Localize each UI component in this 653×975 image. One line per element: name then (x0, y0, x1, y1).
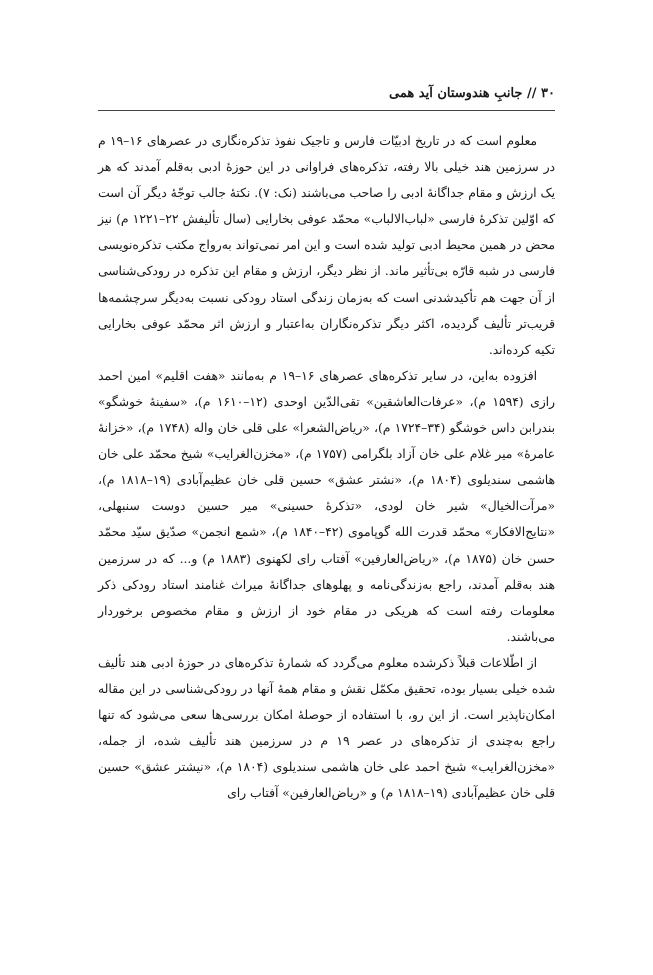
running-header: ۳۰ // جانبِ هندوستان آید همی (389, 86, 555, 101)
header-divider (98, 110, 555, 111)
paragraph: از اطّلاعات قبلاً ذکرشده معلوم می‌گردد که شمارۀ تذکره‌های در حوزۀ ادبی هند تألیف شده خیلی بسیار بوده، تحقیق مکمّل نقش و مقام همۀ آنها در رودکی‌شناسی در این مقاله امکان‌ناپذیر است. از این رو، با استفاده از حوصلۀ امکان بررسی‌ها سعی می‌شود که تنها راجع به‌چندی از تذکره‌های در عصر ۱۹ م در سرزمین هند تألیف شده، از جمله، «مخزن‌الغرایب» شیخ احمد علی خان هاشمی سندیلوی (۱۸۰۴ م)، «نیشتر عشق» حسین قلی خان عظیم‌آبادی (۱۹–۱۸۱۸ م) و «ریاض‌العارفین» آفتاب رای (98, 655, 556, 801)
body-text (98, 128, 555, 806)
paragraph: افزوده به‌این، در سایر تذکره‌های عصرهای ۱۶–۱۹ م به‌مانند «هفت اقلیم» امین احمد رازی (۱۵۹۴ م)، «عرفات‌العاشقین» تقی‌الدّین اوحدی (۱۲–۱۶۱۰ م)، «سفینۀ خوشگو» بندرابن داس خوشگو (۳۴–۱۷۲۴ م)، «ریاض‌الشعرا» علی قلی خان واله (۱۷۴۸ م)، «خزانۀ عامرۀ» میر غلام علی خان آزاد بلگرامی (۱۷۵۷ م)، «مخزن‌الغرایب» شیخ محمّد علی خان هاشمی سندیلوی (۱۸۰۴ م)، «نشتر عشق» حسین قلی خان عظیم‌آبادی (۱۹–۱۸۱۸ م)، «مرآت‌الخیال» شیر خان لودی، «تذکرۀ حسینی» میر حسین دوست سنبهلی، «نتایج‌الافکار» محمّد قدرت الله گوپاموی (۴۲–۱۸۴۰ م)، «شمع انجمن» صدّیق سیّد محمّد حسن خان (۱۸۷۵ م)، «ریاض‌العارفین» آفتاب رای لکهنوی (۱۸۸۳ م) و... که در سرزمین هند به‌قلم آمدند، راجع به‌زندگی‌نامه و پهلوهای جداگانۀ میراث غنامند استاد رودکی ذکر معلومات رفته است که هریکی در مقام خود از ارزش و مقام مخصوص برخوردار می‌باشند. (98, 368, 556, 644)
paragraph: معلوم است که در تاریخ ادبیّات فارس و تاجیک نفوذ تذکره‌نگاری در عصرهای ۱۶–۱۹ م در سرزمین هند خیلی بالا رفته، تذکره‌های فراوانی در این حوزۀ ادبی به‌قلم آمدند که هر یک ارزش و مقام جداگانۀ ادبی را صاحب می‌باشند (نک: ۷). نکتۀ جالب توجّۀ دیگر آن است که اوّلین تذکرۀ فارسی «لباب‌الالباب» محمّد عوفی بخارایی (سال تألیفش ۲۲–۱۲۲۱ م) نیز محض در همین محیط ادبی تولید شده است و این امر نمی‌تواند به‌رواج مکتب تذکره‌نویسی فارسی در شبه قارّه بی‌تأثیر ماند. از نظر دیگر، ارزش و مقام این تذکره در رودکی‌شناسی از آن جهت هم تأکیدشدنی است که به‌زمان زندگی استاد رودکی نسبت به‌دیگر سرچشمه‌ها قریب‌تر تألیف گردیده، اکثر دیگر تذکره‌نگاران به‌اعتبار و ارزش اثر محمّد عوفی بخارایی تکیه کرده‌اند. (98, 134, 555, 357)
